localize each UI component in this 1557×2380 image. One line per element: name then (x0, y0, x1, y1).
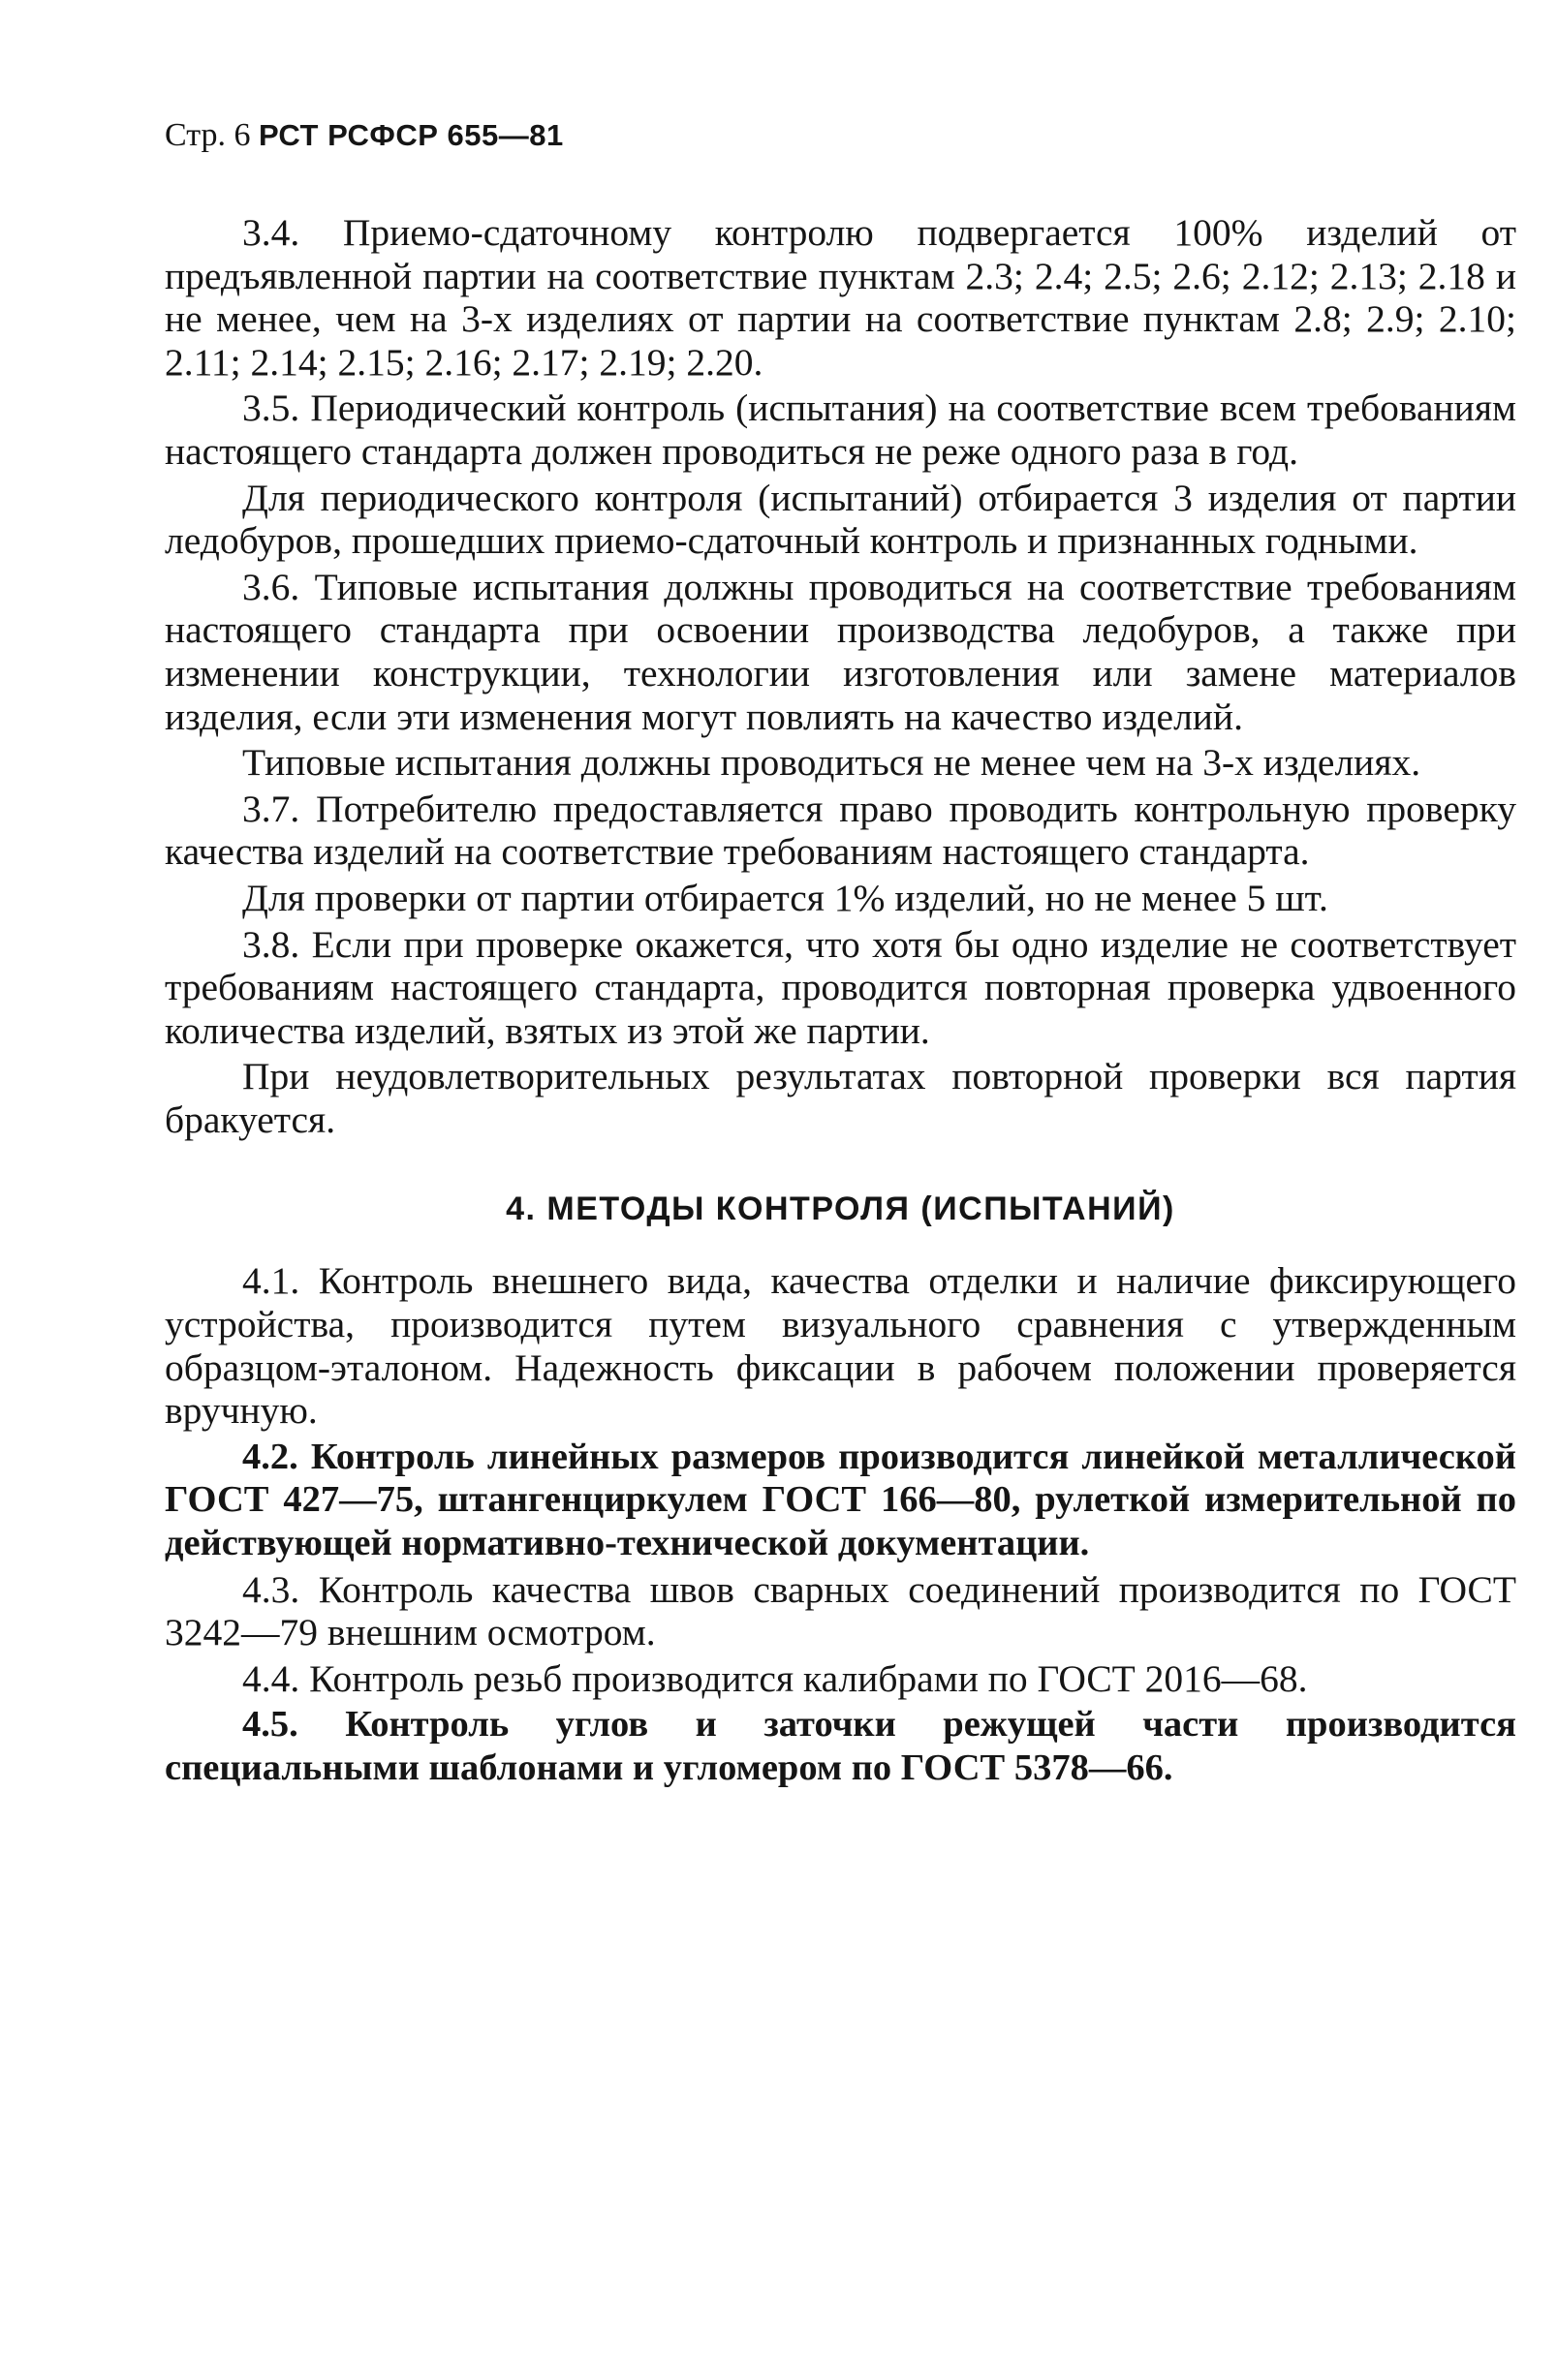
clause-4-1: 4.1. Контроль внешнего вида, качества отделки и наличие фиксирующего устройства, производится путем визуального сравнения с утвержденным образцом-эталоном. Надежность фиксации в рабочем положении проверяется вручную. (165, 1259, 1516, 1433)
document-body (165, 211, 1516, 1793)
clause-3-6: 3.6. Типовые испытания должны проводиться на соответствие требованиям настоящего стандарта при освоении производства ледобуров, а также при изменении конструкции, технологии изготовления или замене материалов изделия, если эти изменения могут повлиять на качество изделий. (165, 565, 1516, 738)
clause-3-5: 3.5. Периодический контроль (испытания) на соответствие всем требованиям настоящего стандарта должен проводиться не реже одного раза в год. (165, 386, 1516, 473)
clause-3-8-rejection: При неудовлетворительных результатах повторной проверки вся партия бракуется. (165, 1055, 1516, 1141)
clause-4-4: 4.4. Контроль резьб производится калибрами по ГОСТ 2016—68. (242, 1656, 1308, 1700)
clause-3-4: 3.4. Приемо-сдаточному контролю подвергается 100% изделий от предъявленной партии на соответствие пунктам 2.3; 2.4; 2.5; 2.6; 2.12; 2.13; 2.18 и не менее, чем на 3-х изделиях от партии на соответствие пунктам 2.8; 2.9; 2.10; 2.11; 2.14; 2.15; 2.16; 2.17; 2.19; 2.20. (165, 211, 1516, 384)
section-heading: 4. МЕТОДЫ КОНТРОЛЯ (ИСПЫТАНИЙ) (506, 1190, 1175, 1228)
document-code: РСТ РСФСР 655—81 (259, 118, 564, 152)
clause-3-7-sampling: Для проверки от партии отбирается 1% изделий, но не менее 5 шт. (242, 876, 1328, 919)
clause-3-7: 3.7. Потребителю предоставляется право проводить контрольную проверку качества изделий на соответствие требованиям настоящего стандарта. (165, 787, 1516, 874)
clause-3-8: 3.8. Если при проверке окажется, что хотя бы одно изделие не соответствует требованиям настоящего стандарта, проводится повторная проверка удвоенного количества изделий, взятых из этой же партии. (165, 922, 1516, 1052)
page-header (165, 114, 564, 157)
clause-4-3: 4.3. Контроль качества швов сварных соединений производится по ГОСТ 3242—79 внешним осмотром. (165, 1567, 1516, 1654)
clause-4-2: 4.2. Контроль линейных размеров производится линейкой металлической ГОСТ 427—75, штангенциркулем ГОСТ 166—80, рулеткой измерительной по действующей нормативно-технической документации. (165, 1436, 1516, 1564)
page-number: Стр. 6 (165, 117, 251, 153)
clause-4-5: 4.5. Контроль углов и заточки режущей части производится специальными шаблонами и угломером по ГОСТ 5378—66. (165, 1704, 1516, 1788)
clause-3-5-sampling: Для периодического контроля (испытаний) отбирается 3 изделия от партии ледобуров, прошедших приемо-сдаточный контроль и признанных годными. (165, 476, 1516, 563)
clause-3-6-quantity: Типовые испытания должны проводиться не менее чем на 3-х изделиях. (242, 741, 1421, 785)
